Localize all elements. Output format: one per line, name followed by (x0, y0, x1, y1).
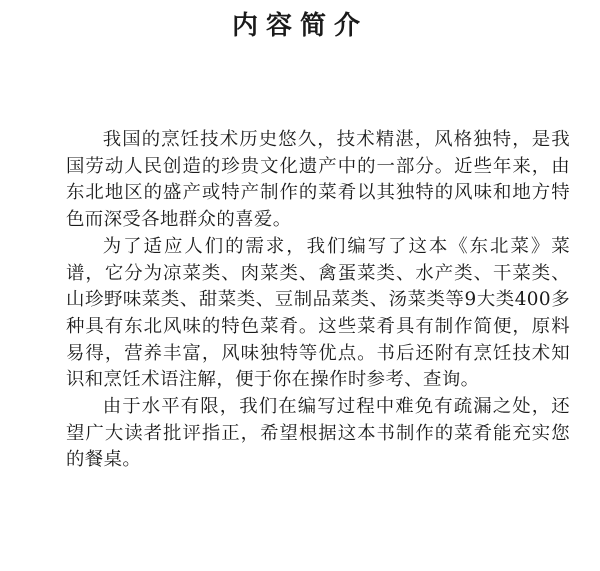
paragraph-3: 由于水平有限，我们在编写过程中难免有疏漏之处，还望广大读者批评指正，希望根据这本书制作的菜肴能充实您的餐桌。 (66, 396, 570, 471)
document-body (66, 127, 570, 474)
document-title: 内容简介 (231, 11, 368, 41)
paragraph-2: 为了适应人们的需求，我们编写了这本《东北菜》菜谱，它分为凉菜类、肉菜类、禽蛋菜类、水产类、干菜类、山珍野味菜类、甜菜类、豆制品菜类、汤菜类等9大类400多种具有东北风味的特色菜肴。这些菜肴具有制作简便，原料易得，营养丰富，风味独特等优点。书后还附有烹饪技术知识和烹饪术语注解，便于你在操作时参考、查询。 (66, 235, 570, 391)
paragraph-1: 我国的烹饪技术历史悠久，技术精湛，风格独特，是我国劳动人民创造的珍贵文化遗产中的一部分。近些年来，由东北地区的盛产或特产制作的菜肴以其独特的风味和地方特色而深受各地群众的喜爱。 (66, 129, 570, 231)
